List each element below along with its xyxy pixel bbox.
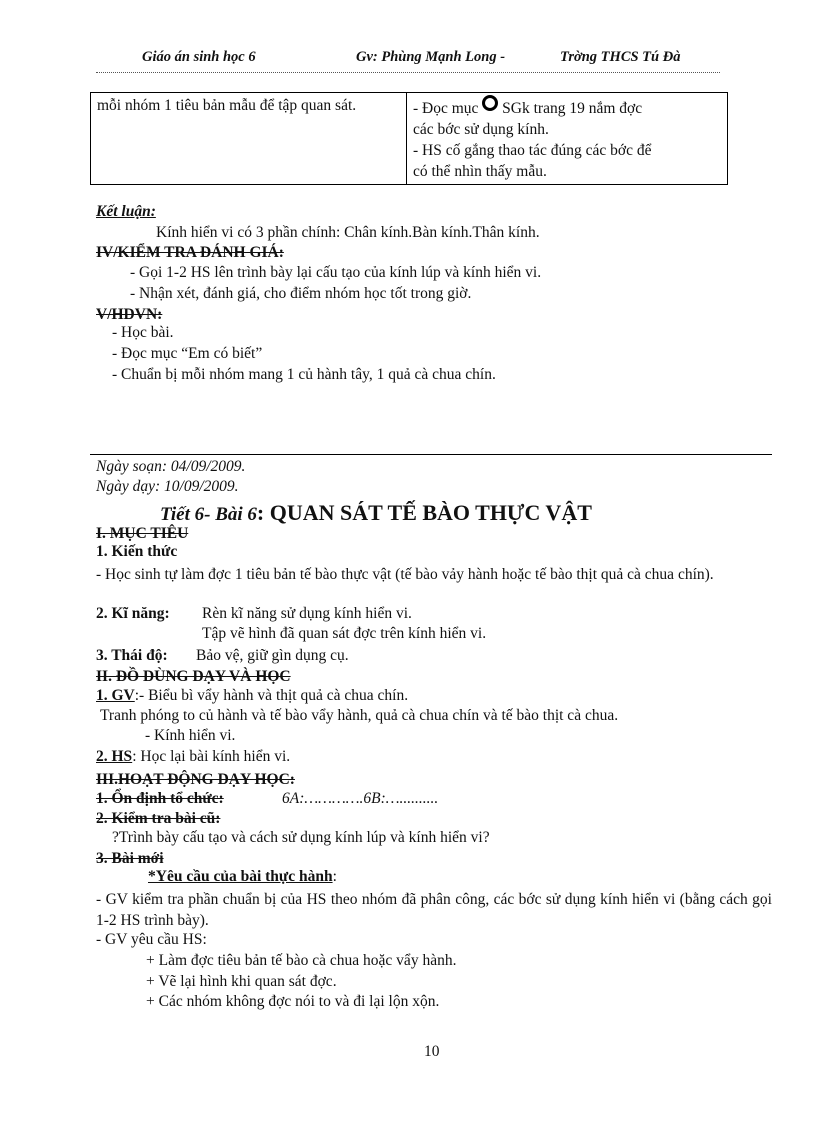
table-row bbox=[91, 93, 728, 185]
kiem-tra-bai-cu-text: ?Trình bày cấu tạo và cách sử dụng kính lúp và kính hiển vi? bbox=[112, 829, 490, 846]
yeu-cau-label: *Yêu cầu của bài thực hành bbox=[148, 868, 333, 885]
right-line-3: - HS cố gắng thao tác đúng các bớc để bbox=[413, 142, 652, 159]
hdvn-item-1: - Học bài. bbox=[112, 324, 174, 341]
thai-do-label: 3. Thái độ: bbox=[96, 647, 168, 664]
table-cell-left: mỗi nhóm 1 tiêu bản mẫu để tập quan sát. bbox=[91, 93, 407, 185]
lesson-prefix: Tiết 6- Bài 6 bbox=[160, 504, 257, 525]
hoat-dong-heading: III.HOẠT ĐỘNG DẠY HỌC: bbox=[96, 771, 295, 788]
yeu-cau-line bbox=[148, 868, 337, 886]
sub-item-2: + Vẽ lại hình khi quan sát đợc. bbox=[146, 973, 337, 990]
gv-text-3: - Kính hiển vi. bbox=[145, 727, 236, 744]
hs-text: : Học lại bài kính hiển vi. bbox=[132, 748, 291, 765]
on-dinh-text: 6A:………….6B:….......... bbox=[282, 790, 439, 807]
hs-label: 2. HS bbox=[96, 748, 133, 765]
right-line-1a: - Đọc mục bbox=[413, 100, 479, 117]
gv-text-1: :- Biểu bì vẩy hành và thịt quả cà chua chín. bbox=[134, 687, 409, 704]
activity-table bbox=[90, 92, 728, 185]
kiem-tra-item-1: - Gọi 1-2 HS lên trình bày lại cấu tạo của kính lúp và kính hiển vi. bbox=[130, 264, 542, 281]
ket-luan-label: Kết luận: bbox=[96, 203, 156, 220]
do-dung-heading: II. ĐỒ DÙNG DẠY VÀ HỌC bbox=[96, 668, 291, 685]
kien-thuc-label: 1. Kiến thức bbox=[96, 543, 178, 560]
right-line-4: có thể nhìn thấy mẫu. bbox=[413, 163, 547, 180]
ki-nang-1: Rèn kĩ năng sử dụng kính hiển vi. bbox=[202, 605, 412, 622]
hdvn-item-3: - Chuẩn bị mỗi nhóm mang 1 củ hành tây, 1 quả cà chua chín. bbox=[112, 366, 496, 383]
ngay-soan: Ngày soạn: 04/09/2009. bbox=[96, 458, 246, 475]
ngay-day: Ngày dạy: 10/09/2009. bbox=[96, 478, 239, 495]
sub-item-1: + Làm đợc tiêu bản tế bào cà chua hoặc vẩy hành. bbox=[146, 952, 457, 969]
lesson-title bbox=[160, 500, 592, 526]
kien-thuc-text: - Học sinh tự làm đợc 1 tiêu bản tế bào thực vật (tế bào vảy hành hoặc tế bào thịt quả cà chua chín). bbox=[96, 566, 714, 583]
ki-nang-label: 2. Kĩ năng: bbox=[96, 605, 170, 622]
right-line-1b: SGk trang 19 nắm đợc bbox=[502, 100, 643, 117]
on-dinh-label: 1. Ổn định tổ chức: bbox=[96, 790, 224, 807]
ket-luan-text: Kính hiển vi có 3 phần chính: Chân kính.Bàn kính.Thân kính. bbox=[156, 224, 540, 241]
kiem-tra-heading: IV/KIỂM TRA ĐÁNH GIÁ: bbox=[96, 244, 284, 261]
muc-tieu-heading: I. MỤC TIÊU bbox=[96, 525, 189, 542]
header-subject: Giáo án sinh học 6 bbox=[142, 49, 256, 65]
gv-label: 1. GV bbox=[96, 687, 135, 704]
gv-line bbox=[96, 687, 408, 705]
ki-nang-2: Tập vẽ hình đã quan sát đợc trên kính hiển vi. bbox=[202, 625, 487, 642]
hs-line bbox=[96, 748, 290, 766]
header-divider bbox=[96, 72, 720, 73]
yeu-cau-colon: : bbox=[332, 868, 337, 885]
page-number: 10 bbox=[424, 1043, 440, 1060]
table-cell-right bbox=[407, 93, 728, 185]
section-divider bbox=[90, 454, 772, 455]
thai-do-text: Bảo vệ, giữ gìn dụng cụ. bbox=[196, 647, 349, 664]
header-school: Trờng THCS Tú Đà bbox=[560, 49, 681, 65]
paragraph-1: - GV kiểm tra phần chuẩn bị của HS theo nhóm đã phân công, các bớc sử dụng kính hiển vi (bằng cách gọi 1-2 HS trình bày). bbox=[96, 891, 772, 929]
sub-item-3: + Các nhóm không đợc nói to và đi lại lộn xộn. bbox=[146, 993, 440, 1010]
hdvn-item-2: - Đọc mục “Em có biết” bbox=[112, 345, 263, 362]
kiem-tra-bai-cu-label: 2. Kiểm tra bài cũ: bbox=[96, 810, 221, 827]
gv-text-2: Tranh phóng to củ hành và tế bào vẩy hành, quả cà chua chín và tế bào thịt cà chua. bbox=[100, 707, 619, 724]
paragraph-2: - GV yêu cầu HS: bbox=[96, 931, 207, 948]
lesson-name: : QUAN SÁT TẾ BÀO THỰC VẬT bbox=[256, 500, 592, 525]
bai-moi-label: 3. Bài mới bbox=[96, 850, 164, 867]
hdvn-heading: V/HDVN: bbox=[96, 306, 163, 323]
circle-icon bbox=[482, 95, 498, 111]
header-teacher: Gv: Phùng Mạnh Long - bbox=[356, 49, 506, 65]
right-line-2: các bớc sử dụng kính. bbox=[413, 121, 549, 138]
kiem-tra-item-2: - Nhận xét, đánh giá, cho điểm nhóm học tốt trong giờ. bbox=[130, 285, 472, 302]
